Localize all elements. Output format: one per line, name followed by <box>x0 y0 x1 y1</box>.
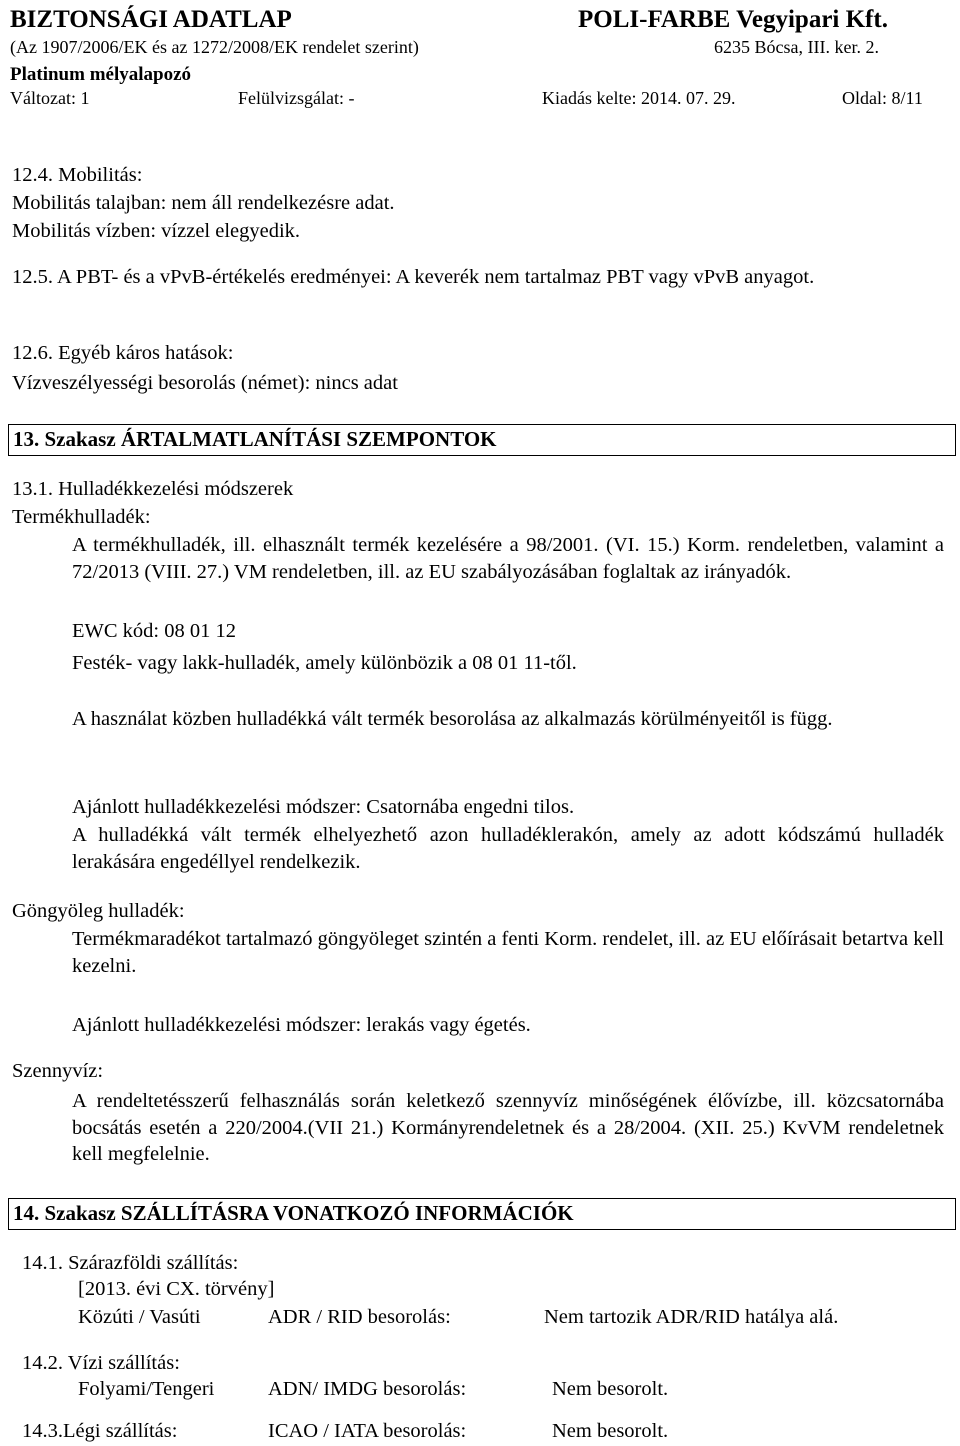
page-number: Oldal: 8/11 <box>842 88 923 108</box>
issue-date: Kiadás kelte: 2014. 07. 29. <box>542 88 736 108</box>
wastewater-label: Szennyvíz: <box>12 1060 104 1082</box>
packaging-waste-text: Termékmaradékot tartalmazó göngyöleget szintén a fenti Korm. rendelet, ill. az EU előírásait betartva kell kezelni. <box>72 928 944 977</box>
document-title: BIZTONSÁGI ADATLAP <box>10 6 292 33</box>
waste-classification-note: A használat közben hulladékká vált termék besorolása az alkalmazás körülményeitől is függ. <box>72 708 833 730</box>
water-hazard-class: Vízveszélyességi besorolás (német): nincs adat <box>12 372 398 394</box>
water-class-value: Nem besorolt. <box>552 1378 669 1400</box>
version: Változat: 1 <box>10 88 90 108</box>
land-class-label: ADR / RID besorolás: <box>268 1306 451 1328</box>
product-waste-label: Termékhulladék: <box>12 506 151 528</box>
landfill-note: A hulladékká vált termék elhelyezhető azon hulladéklerakón, amely az adott kódszámú hulladék lerakására engedéllyel rendelkezik. <box>72 824 944 873</box>
packaging-recommended-method: Ajánlott hulladékkezelési módszer: lerakás vagy égetés. <box>72 1014 531 1036</box>
section-13-heading: 13. Szakasz ÁRTALMATLANÍTÁSI SZEMPONTOK <box>8 424 956 456</box>
subsection-13-1-title: 13.1. Hulladékkezelési módszerek <box>12 478 294 500</box>
subsection-12-6-title: 12.6. Egyéb káros hatások: <box>12 342 234 364</box>
mobility-water: Mobilitás vízben: vízzel elegyedik. <box>12 220 301 242</box>
air-class-label: ICAO / IATA besorolás: <box>268 1420 467 1442</box>
water-transport-mode: Folyami/Tengeri <box>78 1378 215 1400</box>
pbt-assessment: 12.5. A PBT- és a vPvB-értékelés eredményei: A keverék nem tartalmaz PBT vagy vPvB anyagot. <box>12 266 815 288</box>
revision: Felülvizsgálat: - <box>238 88 355 108</box>
water-class-label: ADN/ IMDG besorolás: <box>268 1378 467 1400</box>
wastewater-text: A rendeltetésszerű felhasználás során keletkező szennyvíz minőségének élővízbe, ill. közcsatornába bocsátás esetén a 220/2004.(VII 21.) Kormányrendeletnek és a 28/2004. (XII. 25.) KvVM rendeletnek kell megfelelnie. <box>72 1090 944 1166</box>
water-transport-title: 14.2. Vízi szállítás: <box>22 1352 180 1374</box>
land-transport-title: 14.1. Szárazföldi szállítás: <box>22 1252 239 1274</box>
recommended-method: Ajánlott hulladékkezelési módszer: Csatornába engedni tilos. <box>72 796 575 818</box>
ewc-description: Festék- vagy lakk-hulladék, amely különbözik a 08 01 11-től. <box>72 652 577 674</box>
regulation-reference: (Az 1907/2006/EK és az 1272/2008/EK rendelet szerint) <box>10 37 419 57</box>
subsection-12-4-title: 12.4. Mobilitás: <box>12 164 143 186</box>
air-transport-title: 14.3.Légi szállítás: <box>22 1420 178 1442</box>
section-14-heading: 14. Szakasz SZÁLLÍTÁSRA VONATKOZÓ INFORMÁCIÓK <box>8 1198 956 1230</box>
product-name: Platinum mélyalapozó <box>10 64 192 85</box>
air-class-value: Nem besorolt. <box>552 1420 669 1442</box>
product-waste-text: A termékhulladék, ill. elhasznált termék kezelésére a 98/2001. (VI. 15.) Korm. rendeletben, valamint a 72/2013 (VIII. 27.) VM rendeletben, ill. az EU szabályozásában foglaltak az irányadók. <box>72 534 944 583</box>
mobility-soil: Mobilitás talajban: nem áll rendelkezésre adat. <box>12 192 395 214</box>
company-name: POLI-FARBE Vegyipari Kft. <box>578 6 888 33</box>
packaging-waste-label: Göngyöleg hulladék: <box>12 900 185 922</box>
land-transport-mode: Közúti / Vasúti <box>78 1306 201 1328</box>
company-address: 6235 Bócsa, III. ker. 2. <box>714 37 879 57</box>
land-class-value: Nem tartozik ADR/RID hatálya alá. <box>544 1306 839 1328</box>
ewc-code: EWC kód: 08 01 12 <box>72 620 236 642</box>
land-transport-law: [2013. évi CX. törvény] <box>78 1278 275 1300</box>
